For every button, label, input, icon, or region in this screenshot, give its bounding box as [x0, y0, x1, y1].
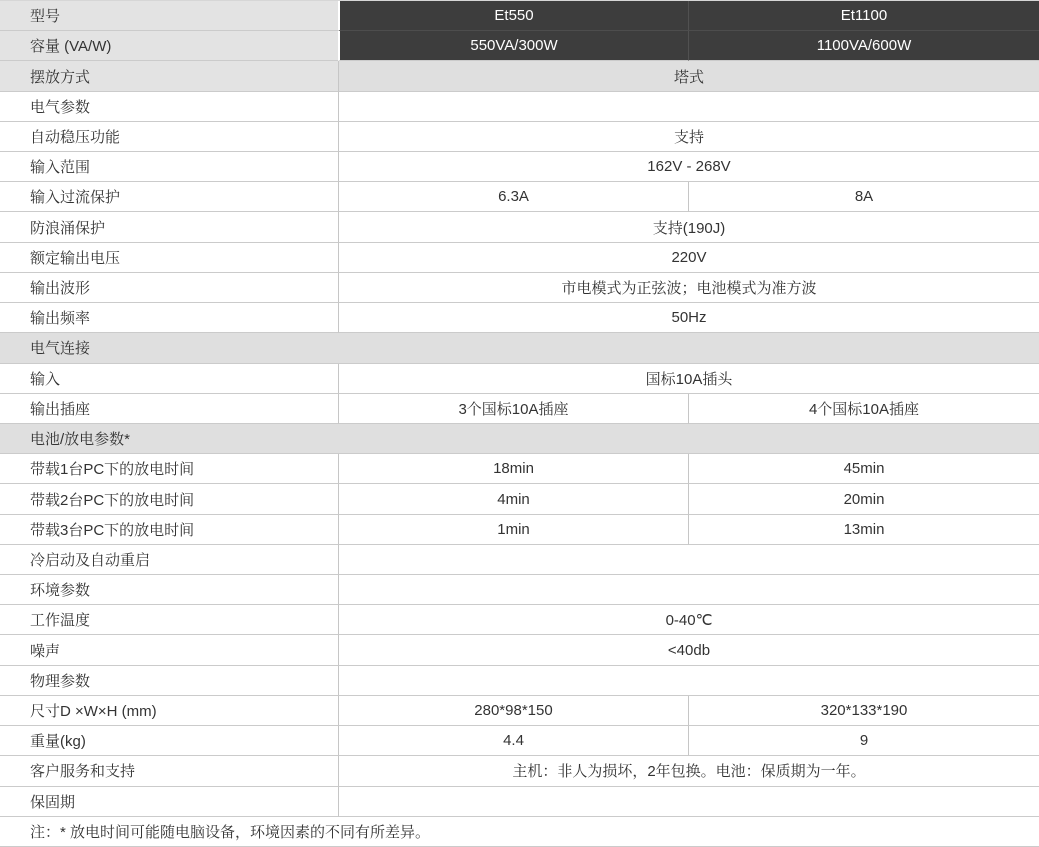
spec-value: 8A: [688, 182, 1039, 212]
row-label: 带载2台PC下的放电时间: [0, 484, 338, 514]
row-label: 带载3台PC下的放电时间: [0, 515, 338, 545]
spec-value: 1min: [338, 515, 688, 545]
spec-value: 280*98*150: [338, 696, 688, 726]
row-label: 输出频率: [0, 303, 338, 333]
section-header: 电气连接: [0, 333, 1039, 363]
spec-value: 220V: [338, 243, 1039, 273]
row-label: 输入: [0, 364, 338, 394]
spec-value: [338, 787, 1039, 817]
footnote: 注：* 放电时间可能随电脑设备，环境因素的不同有所差异。: [0, 817, 1039, 847]
spec-value: 0-40℃: [338, 605, 1039, 635]
spec-value: <40db: [338, 635, 1039, 665]
spec-value: [338, 92, 1039, 122]
spec-value: 320*133*190: [688, 696, 1039, 726]
spec-value: 国标10A插头: [338, 364, 1039, 394]
row-label: 尺寸D ×W×H (mm): [0, 696, 338, 726]
product-name: Et550: [338, 1, 688, 31]
spec-value: 20min: [688, 484, 1039, 514]
row-label: 输入过流保护: [0, 182, 338, 212]
spec-value: 主机：非人为损坏，2年包换。电池：保质期为一年。: [338, 756, 1039, 786]
spec-value: 支持(190J): [338, 212, 1039, 242]
row-label: 客户服务和支持: [0, 756, 338, 786]
row-label: 带载1台PC下的放电时间: [0, 454, 338, 484]
row-label: 防浪涌保护: [0, 212, 338, 242]
spec-value: [338, 545, 1039, 575]
product-name: Et1100: [688, 1, 1039, 31]
row-label: 摆放方式: [0, 61, 338, 91]
spec-value: 4个国标10A插座: [688, 394, 1039, 424]
spec-value: 4.4: [338, 726, 688, 756]
spec-value: [338, 575, 1039, 605]
spec-value: 50Hz: [338, 303, 1039, 333]
spec-value: 162V - 268V: [338, 152, 1039, 182]
row-label: 电气参数: [0, 92, 338, 122]
row-label: 冷启动及自动重启: [0, 545, 338, 575]
row-label: 额定输出电压: [0, 243, 338, 273]
row-label: 输出波形: [0, 273, 338, 303]
row-label: 自动稳压功能: [0, 122, 338, 152]
spec-value: 550VA/300W: [338, 31, 688, 61]
row-label: 重量(kg): [0, 726, 338, 756]
spec-value: 3个国标10A插座: [338, 394, 688, 424]
spec-value: 45min: [688, 454, 1039, 484]
row-label: 环境参数: [0, 575, 338, 605]
spec-value: 13min: [688, 515, 1039, 545]
spec-value: 1100VA/600W: [688, 31, 1039, 61]
row-label: 型号: [0, 1, 338, 31]
row-label: 容量 (VA/W): [0, 31, 338, 61]
spec-value: 支持: [338, 122, 1039, 152]
row-label: 保固期: [0, 787, 338, 817]
row-label: 工作温度: [0, 605, 338, 635]
spec-value: 塔式: [338, 61, 1039, 91]
spec-value: 18min: [338, 454, 688, 484]
spec-value: 4min: [338, 484, 688, 514]
spec-value: 6.3A: [338, 182, 688, 212]
row-label: 输入范围: [0, 152, 338, 182]
row-label: 输出插座: [0, 394, 338, 424]
section-header: 电池/放电参数*: [0, 424, 1039, 454]
row-label: 噪声: [0, 635, 338, 665]
spec-value: 9: [688, 726, 1039, 756]
row-label: 物理参数: [0, 666, 338, 696]
spec-value: 市电模式为正弦波；电池模式为准方波: [338, 273, 1039, 303]
spec-value: [338, 666, 1039, 696]
